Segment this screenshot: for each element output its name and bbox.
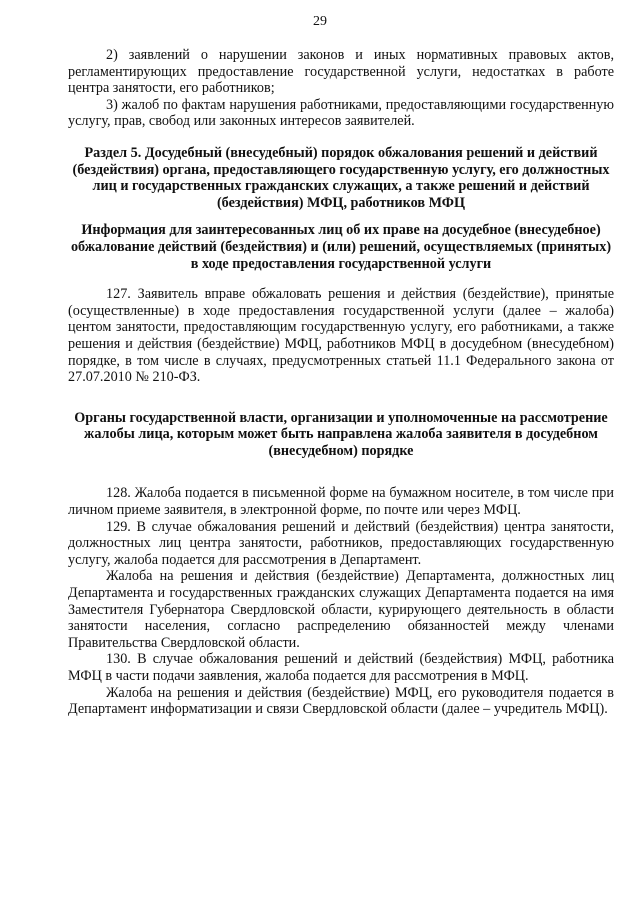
paragraph-128: 128. Жалоба подается в письменной форме на бумажном носителе, в том числе при личном приеме заявителя, в электронной форме, по почте или через МФЦ. <box>68 485 614 519</box>
paragraph-127: 127. Заявитель вправе обжаловать решения и действия (бездействие), принятые (осуществленные) в ходе предоставления государственной услуги (далее – жалоба) центом занятости, предоставляющим государственную услугу, его работниками, а также решения и действия (бездействие) МФЦ, работников МФЦ в досудебном (внесудебном) порядке, в том числе в случаях, предусмотренных статьей 11.1 Федерального закона от 27.07.2010 № 210-ФЗ. <box>68 286 614 386</box>
section-title: Раздел 5. Досудебный (внесудебный) порядок обжалования решений и действий (бездействия) органа, предоставляющего государственную услугу, его должностных лиц и государственных гражданских служащих, а также решений и действий (бездействия) МФЦ, работников МФЦ <box>72 144 610 211</box>
subheading-authorities: Органы государственной власти, организации и уполномоченные на рассмотрение жалобы лица, которым может быть направлена жалоба заявителя в досудебном (внесудебном) порядке <box>74 409 608 459</box>
page-number: 29 <box>313 14 327 29</box>
page-content <box>68 47 614 718</box>
paragraph-129: 129. В случае обжалования решений и действий (бездействия) центра занятости, должностных лиц центра занятости, работников, предоставляющих государственную услугу, жалоба подается для рассмотрения в Департамент. <box>68 518 614 568</box>
list-item: 2) заявлений о нарушении законов и иных нормативных правовых актов, регламентирующих предоставление государственной услуги, недостатках в работе центра занятости, его работников; <box>68 47 614 97</box>
subheading-rights: Информация для заинтересованных лиц об их праве на досудебное (внесудебное) обжалование действий (бездействия) и (или) решений, осуществляемых (принятых) в ходе предоставления государственной услуги <box>70 222 612 272</box>
list-item: 3) жалоб по фактам нарушения работниками, предоставляющими государственную услугу, прав, свобод или законных интересов заявителей. <box>68 96 614 130</box>
paragraph-130-continued: Жалоба на решения и действия (бездействие) МФЦ, его руководителя подается в Департамент информатизации и связи Свердловской области (далее – учредитель МФЦ). <box>68 684 614 718</box>
paragraph-129-continued: Жалоба на решения и действия (бездействие) Департамента, должностных лиц Департамента и государственных гражданских служащих Департамента подается на имя Заместителя Губернатора Свердловской области, курирующего деятельность в области занятости населения, согласно распределению обязанностей между членами Правительства Свердловской области. <box>68 568 614 651</box>
paragraph-130: 130. В случае обжалования решений и действий (бездействия) МФЦ, работника МФЦ в части подачи заявления, жалоба подается для рассмотрения в МФЦ. <box>68 651 614 684</box>
